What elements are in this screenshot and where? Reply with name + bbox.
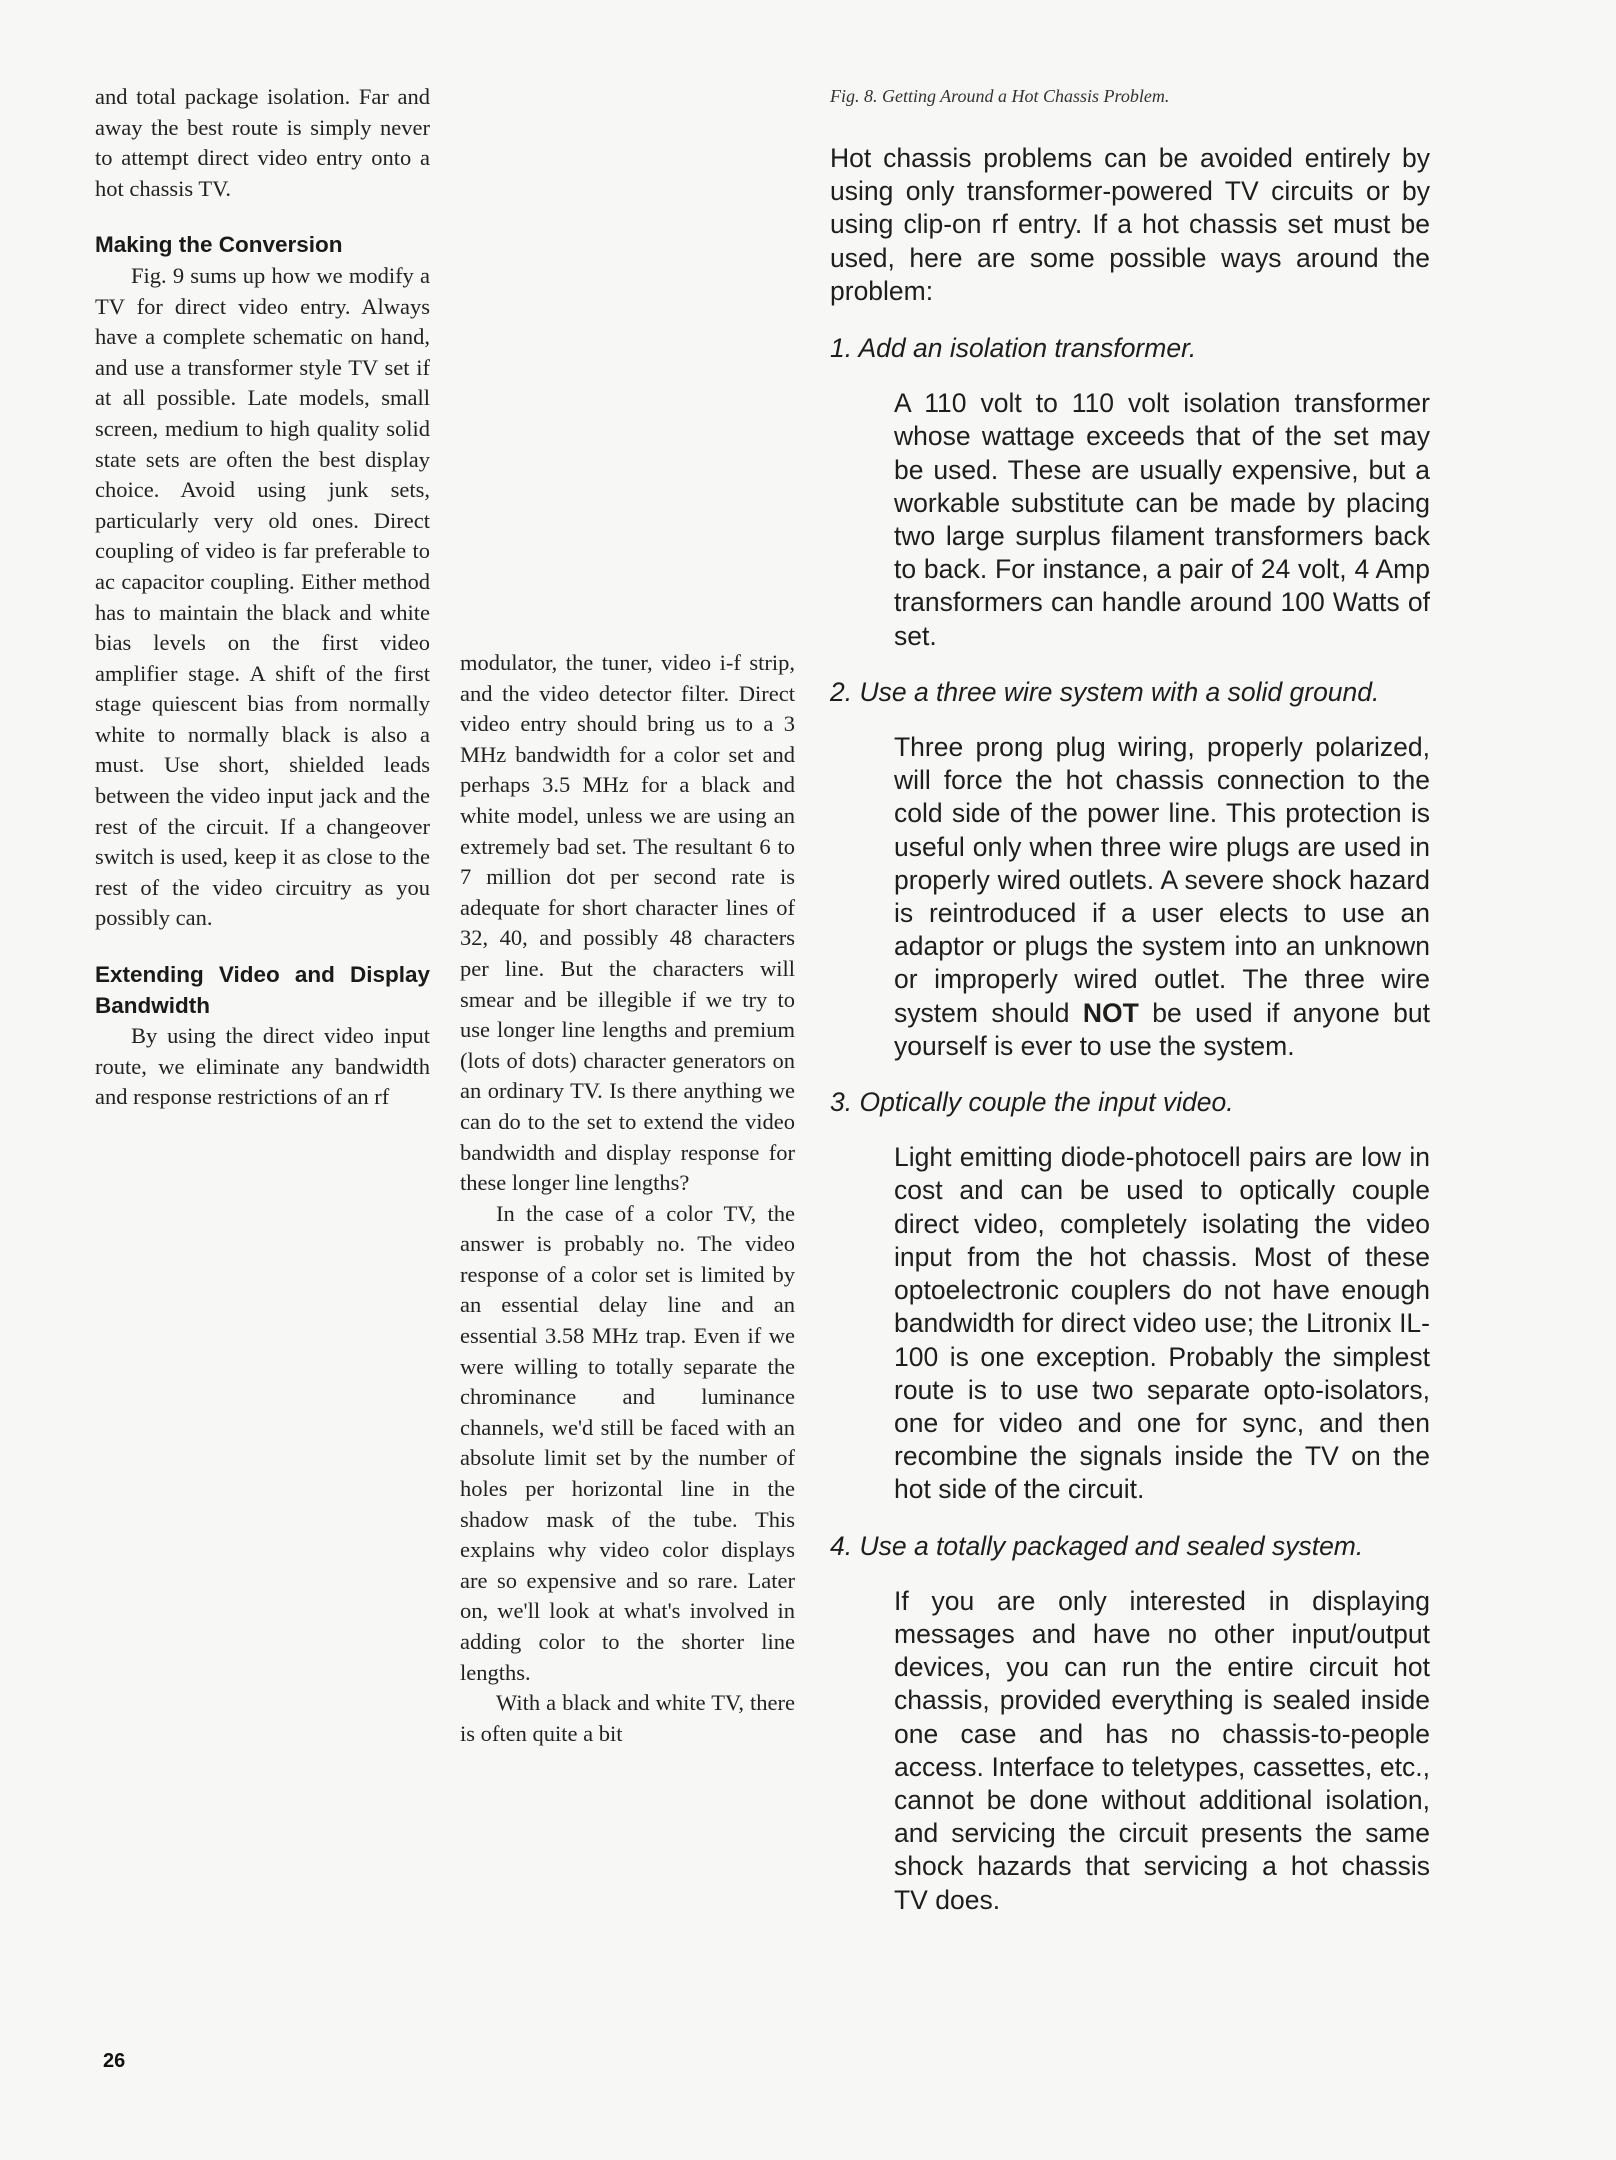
- figure-intro: Hot chassis problems can be avoided entirely by using only transformer-powered TV circuits or by using clip-on rf entry. If a hot chassis set must be used, here are some possible ways around the problem:: [830, 143, 1430, 306]
- item-body-2: [894, 731, 1430, 1063]
- emphasis-not: NOT: [1082, 997, 1139, 1028]
- paragraph-extending-bandwidth: By using the direct video input route, we eliminate any bandwidth and response restrictions of an rf: [95, 1023, 430, 1110]
- paragraph-continuation: and total package isolation. Far and away the best route is simply never to attempt direct video entry onto a hot chassis TV.: [95, 84, 430, 201]
- paragraph-making-conversion: Fig. 9 sums up how we modify a TV for direct video entry. Always have a complete schematic on hand, and use a transformer style TV set if at all possible. Late models, small screen, medium to high quality solid state sets are often the best display choice. Avoid using junk sets, particularly very old ones. Direct coupling of video is far preferable to ac capacitor coupling. Either method has to maintain the black and white bias levels on the first video amplifier stage. A shift of the first stage quiescent bias from normally white to normally black is also a must. Use short, shielded leads between the video input jack and the rest of the circuit. If a changeover switch is used, keep it as close to the rest of the video circuitry as you possibly can.: [95, 262, 430, 931]
- paragraph-continued: modulator, the tuner, video i-f strip, and the video detector filter. Direct video entry should bring us to a 3 MHz bandwidth for a color set and perhaps 3.5 MHz for a black and white model, unless we are using an extremely bad set. The resultant 6 to 7 million dot per second rate is adequate for short character lines of 32, 40, and possibly 48 characters per line. But the characters will smear and be illegible if we try to use longer line lengths and premium (lots of dots) character generators on an ordinary TV. Is there anything we can do to the set to extend the video bandwidth and display response for these longer line lengths?: [460, 650, 795, 1196]
- item-title-3: 3. Optically couple the input video.: [830, 1087, 1234, 1118]
- text-column-left: [95, 82, 430, 1113]
- section-spacer: [95, 934, 430, 960]
- section-spacer: [95, 204, 430, 230]
- paragraph-color-tv: In the case of a color TV, the answer is probably no. The video response of a color set is limited by an essential delay line and an essential 3.58 MHz trap. Even if we were willing to totally separate the chrominance and luminance channels, we'd still be faced with an absolute limit set by the number of holes per horizontal line in the shadow mask of the tube. This explains why video color displays are so expensive and so rare. Later on, we'll look at what's involved in adding color to the shorter line lengths.: [460, 1200, 795, 1685]
- item-body-4: If you are only interested in displaying messages and have no other input/output devices, you can run the entire circuit hot chassis, provided everything is sealed inside one case and has no chassis-to-people access. Interface to teletypes, cassettes, etc., cannot be done without additional isolation, and servicing the circuit presents the same shock hazards that servicing a hot chassis TV does.: [894, 1585, 1430, 1915]
- section-heading-extending-bandwidth: Extending Video and Display Bandwidth: [95, 962, 430, 1018]
- item-body-1: A 110 volt to 110 volt isolation transformer whose wattage exceeds that of the set may be used. These are usually expensive, but a workable substitute can be made by placing two large surplus filament transformers back to back. For instance, a pair of 24 volt, 4 Amp transformers can handle around 100 Watts of set.: [894, 388, 1430, 651]
- item-title-1: 1. Add an isolation transformer.: [830, 333, 1197, 364]
- text-column-middle: [460, 648, 795, 1749]
- page-number: 26: [103, 2050, 126, 2072]
- figure-caption: Fig. 8. Getting Around a Hot Chassis Problem.: [830, 86, 1170, 106]
- item-body-2-text-a: Three prong plug wiring, properly polarized, will force the hot chassis connection to the cold side of the power line. This protection is useful only when three wire plugs are used in properly wired outlets. A severe shock hazard is reintroduced if a user elects to use an adaptor or plugs the system into an unknown or improperly wired outlet. The three wire system should: [894, 732, 1430, 1028]
- figure-8-box: [830, 84, 1430, 1940]
- section-heading-making-conversion: Making the Conversion: [95, 232, 343, 258]
- item-title-4: 4. Use a totally packaged and sealed system.: [830, 1530, 1364, 1561]
- item-title-2: 2. Use a three wire system with a solid ground.: [830, 676, 1380, 707]
- item-body-3: Light emitting diode-photocell pairs are low in cost and can be used to optically couple direct video, completely isolating the video input from the hot chassis. Most of these optoelectronic couplers do not have enough bandwidth for direct video use; the Litronix IL-100 is one exception. Probably the simplest route is to use two separate opto-isolators, one for video and one for sync, and then recombine the signals inside the TV on the hot side of the circuit.: [894, 1142, 1430, 1505]
- item-body-2-text-b: be used if anyone but yourself is ever to use the system.: [894, 997, 1430, 1061]
- paragraph-bw-tv: With a black and white TV, there is often quite a bit: [460, 1690, 795, 1746]
